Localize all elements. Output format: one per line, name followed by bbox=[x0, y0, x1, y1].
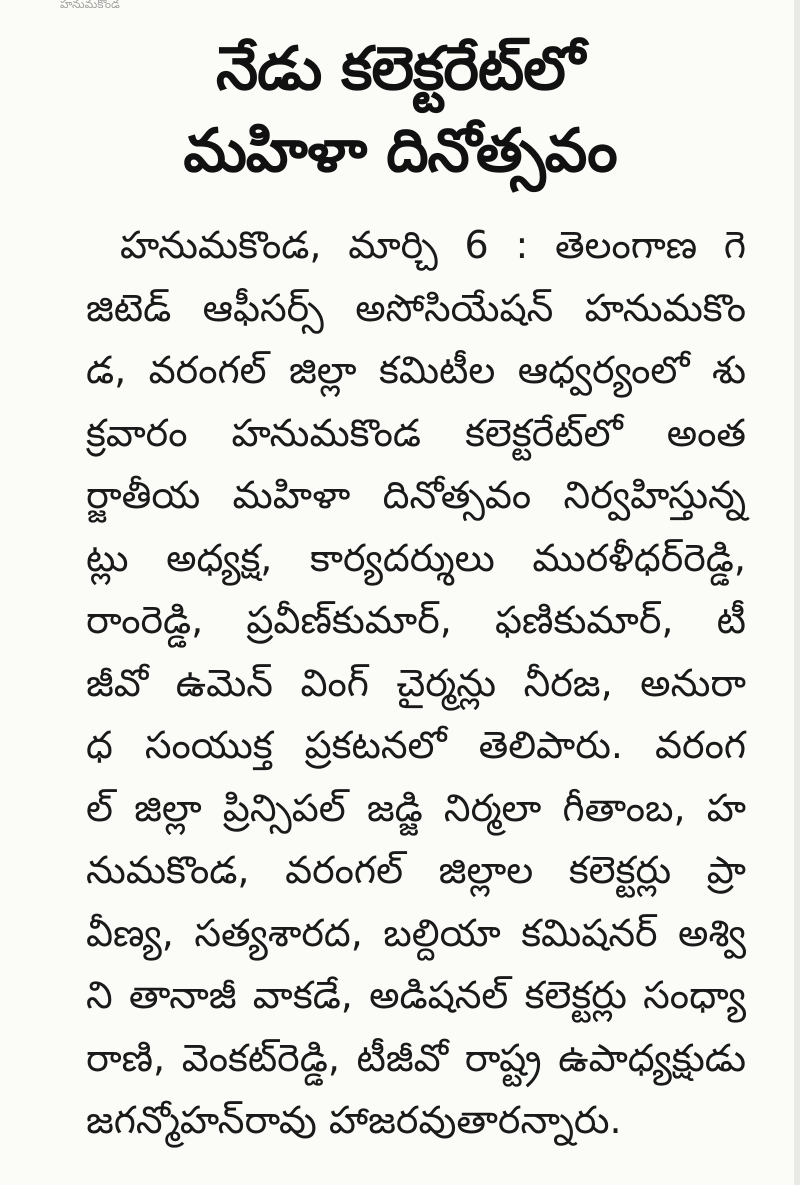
article-line: రాంరెడ్డి, ప్రవీణ్‌కుమార్, ఫణికుమార్, టీ bbox=[86, 598, 746, 642]
article-line: వీణ్య, సత్యశారద, బల్దియా కమిషనర్ అశ్వి bbox=[86, 910, 746, 955]
article-line: జగన్మోహన్‌రావు హాజరవుతారన్నారు. bbox=[86, 1098, 622, 1142]
article-line: ని తానాజీ వాకడే, అడిషనల్ కలెక్టర్లు సంధ్యా bbox=[86, 973, 746, 1017]
article-line: ల్ జిల్లా ప్రిన్సిపల్ జడ్జి నిర్మలా గీతాంబ, హ bbox=[86, 785, 746, 830]
article-line: రాణి, వెంకట్‌రెడ్డి, టీజీవో రాష్ట్ర ఉపాధ్యక్షుడు bbox=[86, 1035, 746, 1080]
article-line: ట్లు అధ్యక్ష, కార్యదర్శులు మురళీధర్‌రెడ్డి, bbox=[86, 535, 746, 580]
article-line: డ, వరంగల్ జిల్లా కమిటీల ఆధ్వర్యంలో శు bbox=[86, 348, 746, 392]
article-line: నుమకొండ, వరంగల్ జిల్లాల కలెక్టర్లు ప్రా bbox=[86, 848, 746, 892]
article-line: ధ సంయుక్త ప్రకటనలో తెలిపారు. వరంగ bbox=[86, 723, 746, 767]
page-edge-divider bbox=[794, 0, 800, 1185]
article-line: హనుమకొండ, మార్చి 6 : తెలంగాణ గె bbox=[120, 223, 746, 267]
article-body bbox=[86, 214, 746, 1152]
headline-line-1: నేడు కలెక్టరేట్‌లో bbox=[216, 34, 584, 104]
cropped-top-text: హనుమకొండ bbox=[60, 0, 120, 8]
headline-line-2: మహిళా దినోత్సవం bbox=[183, 116, 617, 186]
article-line: క్రవారం హనుమకొండ కలెక్టరేట్‌లో అంత bbox=[86, 410, 746, 455]
headline bbox=[0, 28, 800, 192]
article-line: జిటెడ్ ఆఫీసర్స్ అసోసియేషన్ హనుమకొం bbox=[86, 285, 746, 330]
article-line: ర్జాతీయ మహిళా దినోత్సవం నిర్వహిస్తున్న bbox=[86, 473, 746, 517]
article-line: జీవో ఉమెన్ వింగ్ చైర్మన్లు నీరజ, అనురా bbox=[86, 660, 746, 705]
